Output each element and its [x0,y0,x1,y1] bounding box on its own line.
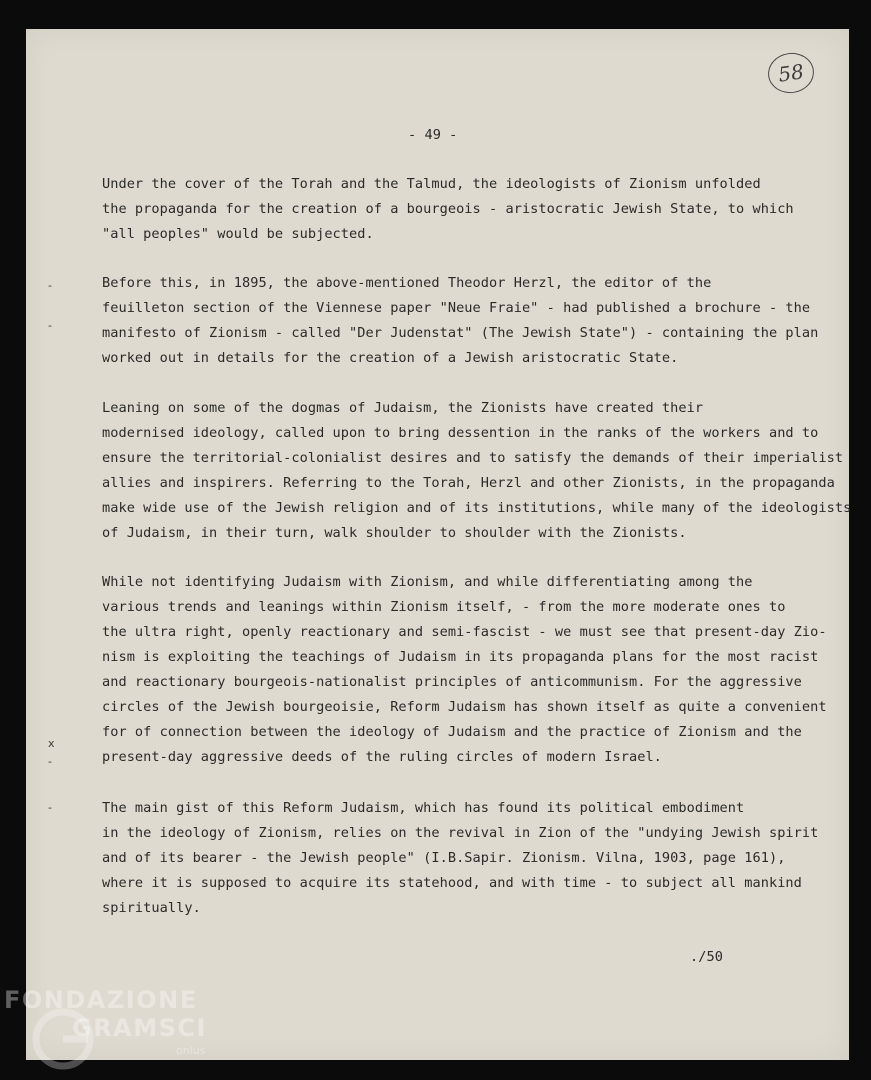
margin-mark: x [48,737,55,750]
text-line: the propaganda for the creation of a bourgeois - aristocratic Jewish State, to which [102,201,794,217]
text-line: various trends and leanings within Zionism itself, - from the more moderate ones to [102,599,786,615]
text-line: While not identifying Judaism with Zionism, and while differentiating among the [102,574,753,590]
text-line: ensure the territorial-colonialist desires and to satisfy the demands of their imperialist [102,450,844,466]
text-line: where it is supposed to acquire its statehood, and with time - to subject all mankind [102,875,802,891]
text-line: spiritually. [102,900,201,916]
text-line: nism is exploiting the teachings of Judaism in its propaganda plans for the most racist [102,649,819,665]
text-line: feuilleton section of the Viennese paper "Neue Fraie" - had published a brochure - the [102,300,811,316]
page-number: - 49 - [408,127,458,143]
document-page [26,29,852,1060]
continuation-marker: ./50 [690,949,723,965]
margin-mark: - [48,801,52,814]
text-line: "all peoples" would be subjected. [102,226,374,242]
margin-mark: - [48,755,52,768]
margin-mark: - [48,279,52,292]
text-line: modernised ideology, called upon to bring dessention in the ranks of the workers and to [102,425,819,441]
watermark-line1: FONDAZIONE [4,986,198,1014]
text-line: The main gist of this Reform Judaism, which has found its political embodiment [102,800,745,816]
text-line: in the ideology of Zionism, relies on the revival in Zion of the "undying Jewish spirit [102,825,819,841]
text-line: manifesto of Zionism - called "Der Judenstat" (The Jewish State") - containing the plan [102,325,819,341]
watermark-line3: onlus [176,1044,206,1057]
fondazione-gramsci-watermark [4,986,234,1076]
text-line: of Judaism, in their turn, walk shoulder to shoulder with the Zionists. [102,525,687,541]
text-line: and of its bearer - the Jewish people" (I.B.Sapir. Zionism. Vilna, 1903, page 161), [102,850,786,866]
text-line: for of connection between the ideology of Judaism and the practice of Zionism and the [102,724,802,740]
text-line: Under the cover of the Torah and the Talmud, the ideologists of Zionism unfolded [102,176,761,192]
archive-stamp: 58 [765,50,816,96]
text-line: and reactionary bourgeois-nationalist principles of anticommunism. For the aggressive [102,674,802,690]
text-line: circles of the Jewish bourgeoisie, Reform Judaism has shown itself as quite a convenient [102,699,827,715]
text-line: make wide use of the Jewish religion and of its institutions, while many of the ideologists [102,500,852,516]
text-line: worked out in details for the creation of a Jewish aristocratic State. [102,350,679,366]
text-line: allies and inspirers. Referring to the Torah, Herzl and other Zionists, in the propaganda [102,475,835,491]
text-line: the ultra right, openly reactionary and semi-fascist - we must see that present-day Zio- [102,624,827,640]
text-line: present-day aggressive deeds of the ruling circles of modern Israel. [102,749,662,765]
watermark-line2: GRAMSCI [72,1014,207,1042]
text-line: Before this, in 1895, the above-mentioned Theodor Herzl, the editor of the [102,275,712,291]
text-line: Leaning on some of the dogmas of Judaism, the Zionists have created their [102,400,704,416]
margin-mark: - [48,319,52,332]
